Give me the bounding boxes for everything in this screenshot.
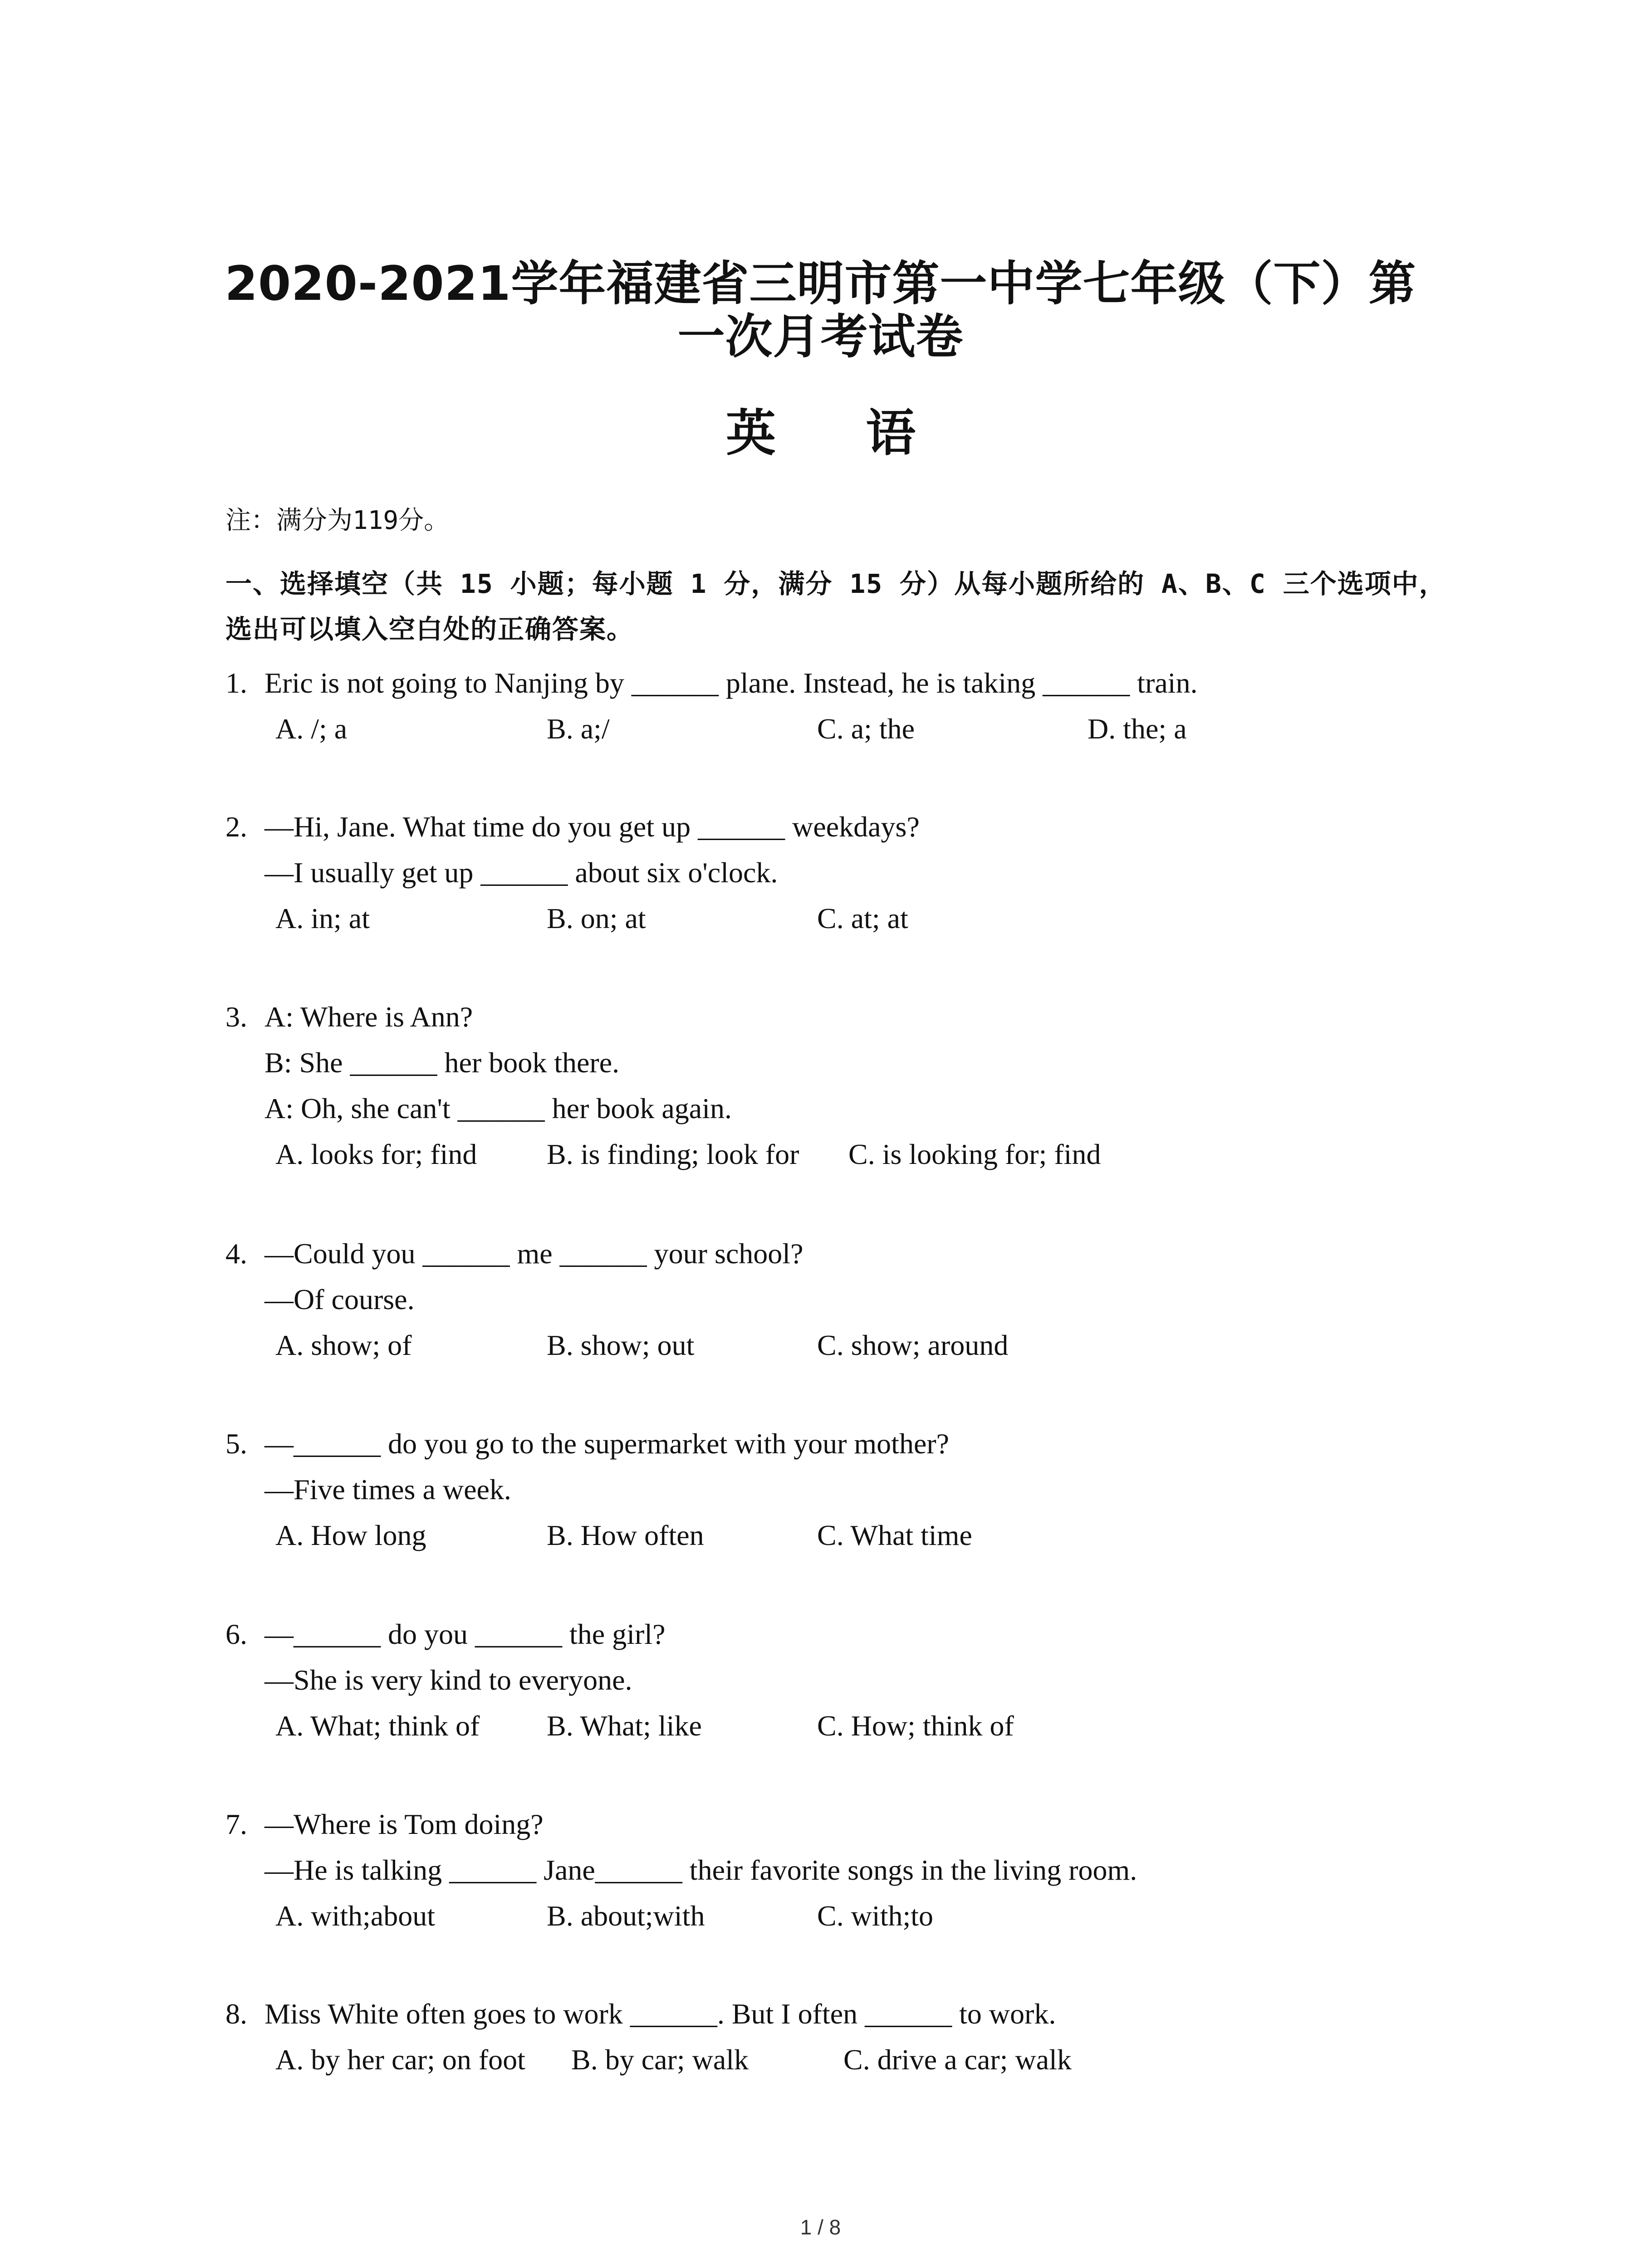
option-b: B. a;/	[547, 713, 610, 745]
question-number: 7.	[225, 1808, 247, 1840]
option-c: C. drive a car; walk	[843, 2043, 1072, 2076]
question-1	[225, 660, 1496, 752]
question-text: A: Where is Ann?	[265, 1001, 473, 1033]
question-text: —______ do you go to the supermarket with your mother?	[265, 1427, 950, 1460]
question-number: 5.	[225, 1427, 247, 1460]
option-b: B. by car; walk	[571, 2043, 749, 2076]
section-instructions: 一、选择填空（共 15 小题；每小题 1 分，满分 15 分）从每小题所给的 A、B、C 三个选项中，选出可以填入空白处的正确答案。	[225, 568, 1446, 645]
question-text: —Where is Tom doing?	[265, 1808, 544, 1840]
question-text: Miss White often goes to work ______. But I often ______ to work.	[265, 1998, 1056, 2030]
option-a: A. show; of	[275, 1329, 412, 1361]
option-b: B. show; out	[547, 1329, 695, 1361]
option-c: C. with;to	[817, 1900, 934, 1932]
question-text: —Of course.	[265, 1283, 415, 1315]
option-a: A. What; think of	[275, 1710, 480, 1742]
option-c: C. How; think of	[817, 1710, 1014, 1742]
option-d: D. the; a	[1087, 713, 1187, 745]
option-a: A. in; at	[275, 902, 370, 934]
question-3	[225, 994, 1496, 1177]
option-c: C. at; at	[817, 902, 908, 934]
option-b: B. What; like	[547, 1710, 702, 1742]
exam-title-line2: 一次月考试卷	[677, 309, 964, 364]
question-number: 4.	[225, 1237, 247, 1270]
question-5	[225, 1421, 1496, 1558]
option-a: A. How long	[275, 1519, 426, 1551]
question-text: —Hi, Jane. What time do you get up ______ weekdays?	[265, 811, 920, 843]
page-number: 1 / 8	[800, 2215, 841, 2239]
option-c: C. a; the	[817, 713, 915, 745]
score-note: 注：满分为119分。	[225, 506, 450, 535]
question-2	[225, 804, 1496, 941]
question-number: 6.	[225, 1618, 247, 1650]
option-b: B. on; at	[547, 902, 646, 934]
question-text: —He is talking ______ Jane______ their favorite songs in the living room.	[265, 1854, 1137, 1886]
exam-title-line1: 2020-2021学年福建省三明市第一中学七年级（下）第	[225, 256, 1416, 311]
question-7	[225, 1801, 1496, 1939]
option-b: B. about;with	[547, 1900, 705, 1932]
question-text: B: She ______ her book there.	[265, 1046, 620, 1079]
option-c: C. show; around	[817, 1329, 1009, 1361]
option-c: C. What time	[817, 1519, 972, 1551]
question-text: A: Oh, she can't ______ her book again.	[265, 1092, 732, 1124]
subject-heading: 英 语	[726, 404, 952, 462]
option-b: B. is finding; look for	[547, 1138, 799, 1170]
option-a: A. by her car; on foot	[275, 2043, 525, 2076]
option-a: A. /; a	[275, 713, 348, 745]
option-a: A. looks for; find	[275, 1138, 477, 1170]
question-text: —She is very kind to everyone.	[265, 1664, 632, 1696]
question-text: Eric is not going to Nanjing by ______ plane. Instead, he is taking ______ train.	[265, 667, 1198, 699]
question-text: —I usually get up ______ about six o'clock.	[265, 856, 778, 889]
question-number: 2.	[225, 811, 247, 843]
option-b: B. How often	[547, 1519, 704, 1551]
question-text: —______ do you ______ the girl?	[265, 1618, 666, 1650]
question-number: 1.	[225, 667, 247, 699]
question-8	[225, 1991, 1496, 2082]
question-number: 8.	[225, 1998, 247, 2030]
option-a: A. with;about	[275, 1900, 435, 1932]
question-6	[225, 1611, 1496, 1749]
question-number: 3.	[225, 1001, 247, 1033]
question-text: —Five times a week.	[265, 1473, 511, 1505]
question-text: —Could you ______ me ______ your school?	[265, 1237, 803, 1270]
question-4	[225, 1231, 1496, 1368]
option-c: C. is looking for; find	[848, 1138, 1101, 1170]
